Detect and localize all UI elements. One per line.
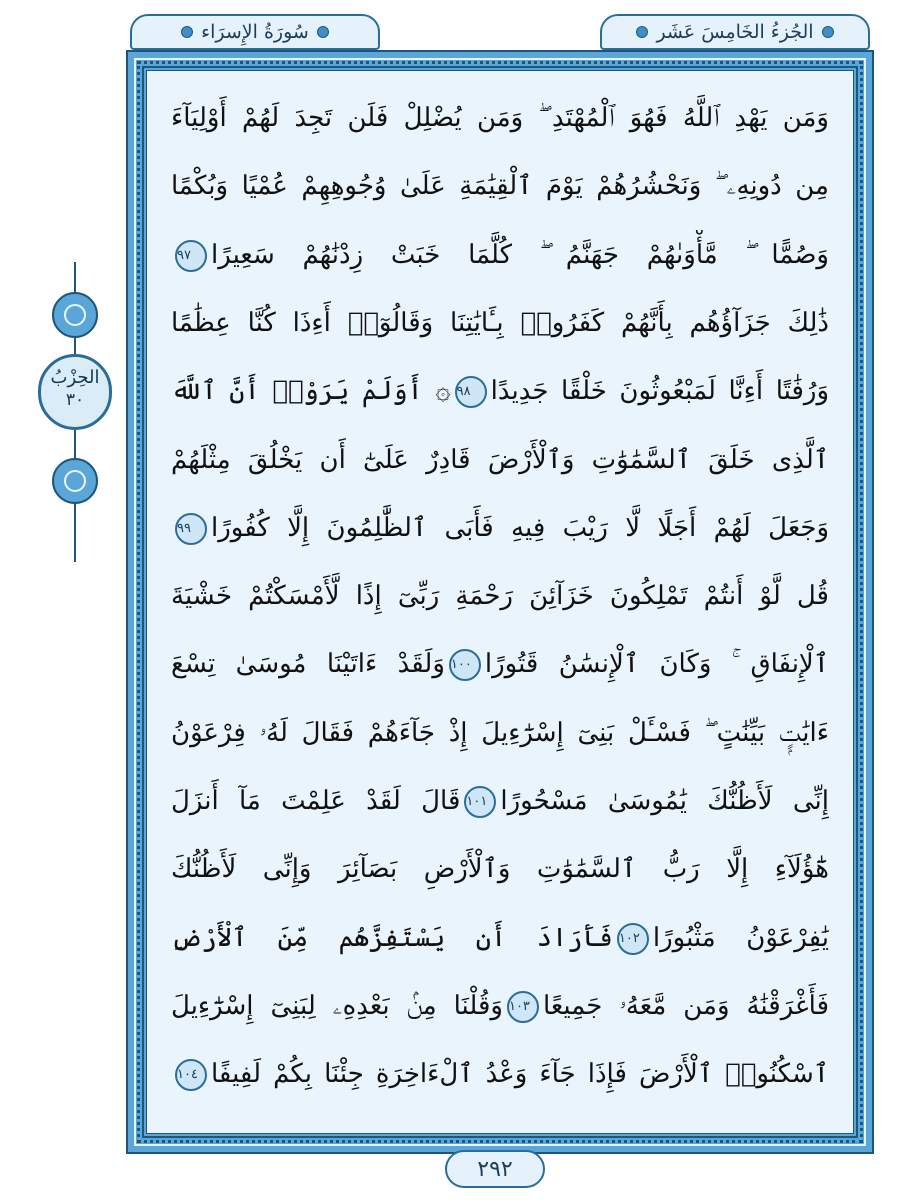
verse-text: ٱلْإِنفَاقِ ۚ وَكَانَ ٱلْإِنسَٰنُ قَتُورًا — [484, 649, 829, 680]
juz-label: الجُزءُ الخَامِسَ عَشَر — [656, 21, 814, 43]
hizb-label: الحِزْبُ — [50, 367, 100, 388]
verse-line — [171, 298, 829, 348]
verse-text: ۞ أَوَلَمْ يَرَوْا۟ أَنَّ ٱللَّهَ — [171, 376, 451, 407]
verse-text: وَصُمًّا ۖ مَّأْوَىٰهُمْ جَهَنَّمُ ۖ كُلَّمَا خَبَتْ زِدْنَٰهُمْ سَعِيرًا — [211, 239, 829, 270]
verse-text: وَرُفَٰتًا أَءِنَّا لَمَبْعُوثُونَ خَلْقًا جَدِيدًا — [490, 376, 829, 407]
text-area — [146, 70, 854, 1134]
ayah-number-marker: ٩٩ — [175, 513, 207, 545]
hizb-marker — [30, 262, 120, 562]
ayah-number-marker: ١٠٠ — [449, 649, 481, 681]
verse-text: ٱلَّذِى خَلَقَ ٱلسَّمَٰوَٰتِ وَٱلْأَرْضَ قَادِرٌ عَلَىٰٓ أَن يَخْلُقَ مِثْلَهُمْ — [171, 444, 829, 475]
verse-text: ءَايَٰتٍۭ بَيِّنَٰتٍ ۖ فَسْـَٔلْ بَنِىٓ إِسْرَٰٓءِيلَ إِذْ جَآءَهُمْ فَقَالَ لَهُۥ فِرْعَوْنُ — [171, 717, 829, 748]
page-frame — [126, 50, 874, 1154]
verse-line — [171, 639, 829, 689]
verse-line — [171, 503, 829, 553]
verse-text: هَٰٓؤُلَآءِ إِلَّا رَبُّ ٱلسَّمَٰوَٰتِ وَٱلْأَرْضِ بَصَآئِرَ وَإِنِّى لَأَظُنُّكَ — [171, 854, 829, 885]
verse-text: فَأَغْرَقْنَٰهُ وَمَن مَّعَهُۥ جَمِيعًا — [542, 990, 829, 1021]
verse-text: يَٰفِرْعَوْنُ مَثْبُورًا — [652, 922, 829, 953]
verse-line — [171, 230, 829, 280]
ornament-knot-icon — [52, 458, 98, 504]
verse-line — [171, 435, 829, 485]
ornament-dot-icon — [636, 26, 648, 38]
ayah-number-marker: ٩٧ — [175, 240, 207, 272]
juz-header — [600, 14, 870, 50]
verse-text: وَقُلْنَا مِنۢ بَعْدِهِۦ لِبَنِىٓ إِسْرَٰٓءِيلَ — [171, 990, 503, 1021]
ornament-dot-icon — [822, 26, 834, 38]
ayah-number-marker: ١٠٣ — [507, 991, 539, 1023]
ayah-number-marker: ١٠٤ — [175, 1059, 207, 1091]
verse-line — [171, 93, 829, 143]
hizb-medallion — [38, 354, 112, 430]
verse-text: وَمَن يَهْدِ ٱللَّهُ فَهُوَ ٱلْمُهْتَدِ ۖ وَمَن يُضْلِلْ فَلَن تَجِدَ لَهُمْ أَوْلِيَآءَ — [171, 103, 829, 133]
ornament-dot-icon — [317, 26, 329, 38]
ornament-dot-icon — [181, 26, 193, 38]
verse-text: قَالَ لَقَدْ عَلِمْتَ مَآ أَنزَلَ — [171, 786, 461, 816]
ayah-number-marker: ١٠١ — [464, 786, 496, 818]
verse-text: فَأَرَادَ أَن يَسْتَفِزَّهُم مِّنَ ٱلْأَرْضِ — [171, 922, 613, 953]
verse-line — [171, 776, 829, 826]
surah-header — [130, 14, 380, 50]
verse-text: مِن دُونِهِۦ ۖ وَنَحْشُرُهُمْ يَوْمَ ٱلْقِيَٰمَةِ عَلَىٰ وُجُوهِهِمْ عُمْيًا وَبُكْمًا — [171, 171, 829, 202]
verse-line — [171, 571, 829, 621]
ayah-number-marker: ٩٨ — [455, 376, 487, 408]
verse-text: وَجَعَلَ لَهُمْ أَجَلًا لَّا رَيْبَ فِيهِ فَأَبَى ٱلظَّٰلِمُونَ إِلَّا كُفُورًا — [211, 512, 829, 543]
verse-text: قُل لَّوْ أَنتُمْ تَمْلِكُونَ خَزَآئِنَ رَحْمَةِ رَبِّىٓ إِذًا لَّأَمْسَكْتُمْ خَشْيَةَ — [171, 581, 829, 612]
verse-text: ذَٰلِكَ جَزَآؤُهُم بِأَنَّهُمْ كَفَرُوا۟ بِـَٔايَٰتِنَا وَقَالُوٓا۟ أَءِذَا كُنَّا عِظَٰمًا — [171, 307, 829, 338]
verse-text: وَلَقَدْ ءَاتَيْنَا مُوسَىٰ تِسْعَ — [171, 649, 445, 680]
page-number: ٢٩٢ — [445, 1150, 545, 1188]
verse-line — [171, 708, 829, 758]
verse-line — [171, 1049, 829, 1099]
verse-line — [171, 161, 829, 211]
hizb-number: ٣٠ — [65, 390, 85, 410]
verse-text: إِنِّى لَأَظُنُّكَ يَٰمُوسَىٰ مَسْحُورًا — [500, 786, 829, 816]
verse-line — [171, 981, 829, 1031]
verse-text: ٱسْكُنُوا۟ ٱلْأَرْضَ فَإِذَا جَآءَ وَعْدُ ٱلْءَاخِرَةِ جِئْنَا بِكُمْ لَفِيفًا — [211, 1059, 829, 1090]
ayah-number-marker: ١٠٢ — [617, 923, 649, 955]
ornament-knot-icon — [52, 292, 98, 338]
verse-line — [171, 844, 829, 894]
verse-line — [171, 366, 829, 416]
verse-line — [171, 913, 829, 963]
surah-label: سُورَةُ الإِسرَاء — [201, 21, 309, 43]
